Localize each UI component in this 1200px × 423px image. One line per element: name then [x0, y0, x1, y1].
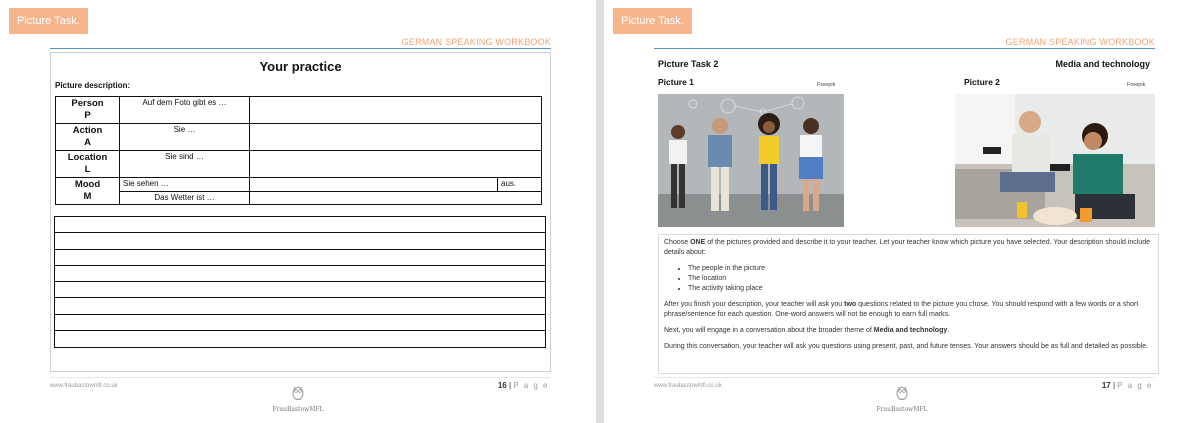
- writing-line[interactable]: [55, 315, 545, 331]
- pplm-label: Person P: [56, 97, 120, 124]
- list-item: • The people in the picture: [688, 264, 1153, 274]
- footer-rule: [50, 377, 551, 378]
- page-number: 17 | P a g e: [1101, 381, 1153, 390]
- answer-cell[interactable]: [250, 192, 542, 205]
- instructions-list: [688, 264, 1153, 294]
- owl-logo: FrauBastowMFL: [272, 384, 324, 413]
- sentence-starter: Sie …: [120, 124, 250, 151]
- pplm-row-mood: [56, 178, 542, 192]
- list-item: • The location: [688, 274, 1153, 284]
- writing-line[interactable]: [55, 282, 545, 298]
- sentence-starter: Auf dem Foto gibt es …: [120, 97, 250, 124]
- writing-line[interactable]: [55, 250, 545, 266]
- right-page: [604, 0, 1200, 423]
- pplm-row-location: [56, 151, 542, 178]
- list-item: • The activity taking place: [688, 284, 1153, 294]
- workbook-header: GERMAN SPEAKING WORKBOOK: [1005, 37, 1155, 47]
- answer-cell[interactable]: [250, 151, 542, 178]
- page-number: 16 | P a g e: [497, 381, 549, 390]
- pplm-table: [55, 96, 542, 205]
- left-page: [0, 0, 596, 423]
- picture-description-label: Picture description:: [55, 81, 131, 90]
- footer-url: www.fraubastowmfl.co.uk: [654, 383, 722, 389]
- owl-icon: [895, 384, 909, 400]
- footer-rule: [654, 377, 1155, 378]
- workbook-header: GERMAN SPEAKING WORKBOOK: [401, 37, 551, 47]
- writing-line[interactable]: [55, 233, 545, 249]
- owl-logo: FrauBastowMFL: [876, 384, 928, 413]
- answer-cell[interactable]: [250, 178, 498, 192]
- footer-url: www.fraubastowmfl.co.uk: [50, 383, 118, 389]
- instructions-box: [658, 234, 1159, 374]
- pplm-row-weather: [56, 192, 542, 205]
- instructions-paragraph: Choose ONE of the pictures provided and describe it to your teacher. Let your teacher know which picture you have selected. Your description should include details about:: [664, 239, 1151, 256]
- answer-cell[interactable]: [250, 97, 542, 124]
- writing-lines[interactable]: [54, 216, 546, 348]
- pplm-label: Mood M: [56, 178, 120, 205]
- writing-line[interactable]: [55, 266, 545, 282]
- header-rule: [654, 48, 1155, 49]
- image-credit: Freepik: [817, 82, 836, 88]
- picture-task-tag: Picture Task.: [9, 8, 88, 34]
- instructions-paragraph: During this conversation, your teacher will ask you questions using present, past, and future tenses. Your answers should be as full and detailed as possible.: [664, 343, 1149, 350]
- instructions-paragraph: Next, you will engage in a conversation about the broader theme of Media and technology.: [664, 327, 950, 334]
- sentence-starter: Sie sind …: [120, 151, 250, 178]
- task-title: Picture Task 2: [658, 59, 719, 69]
- pplm-row-action: [56, 124, 542, 151]
- picture-1-label: Picture 1: [658, 77, 694, 87]
- answer-cell[interactable]: [250, 124, 542, 151]
- sentence-ending: aus.: [498, 178, 542, 192]
- writing-line[interactable]: [55, 331, 545, 347]
- sentence-starter: Das Wetter ist …: [120, 192, 250, 205]
- owl-icon: [291, 384, 305, 400]
- pplm-label: Location L: [56, 151, 120, 178]
- page-title: Your practice: [259, 59, 342, 74]
- sentence-starter: Sie sehen …: [120, 178, 250, 192]
- picture-2-photo: [955, 94, 1155, 227]
- image-credit: Freepik: [1127, 82, 1146, 88]
- practice-box: [50, 52, 551, 372]
- writing-line[interactable]: [55, 217, 545, 233]
- theme-title: Media and technology: [1055, 59, 1150, 69]
- writing-line[interactable]: [55, 298, 545, 314]
- picture-2-label: Picture 2: [964, 77, 1000, 87]
- pplm-label: Action A: [56, 124, 120, 151]
- picture-task-tag: Picture Task.: [613, 8, 692, 34]
- instructions-paragraph: After you finish your description, your teacher will ask you two questions related to the picture you chose. You should respond with a few words or a short phrase/sentence for each question. One-word answers will not be enough to earn full marks.: [664, 301, 1139, 318]
- header-rule: [50, 48, 551, 49]
- picture-1-photo: [658, 94, 844, 227]
- pplm-row-person: [56, 97, 542, 124]
